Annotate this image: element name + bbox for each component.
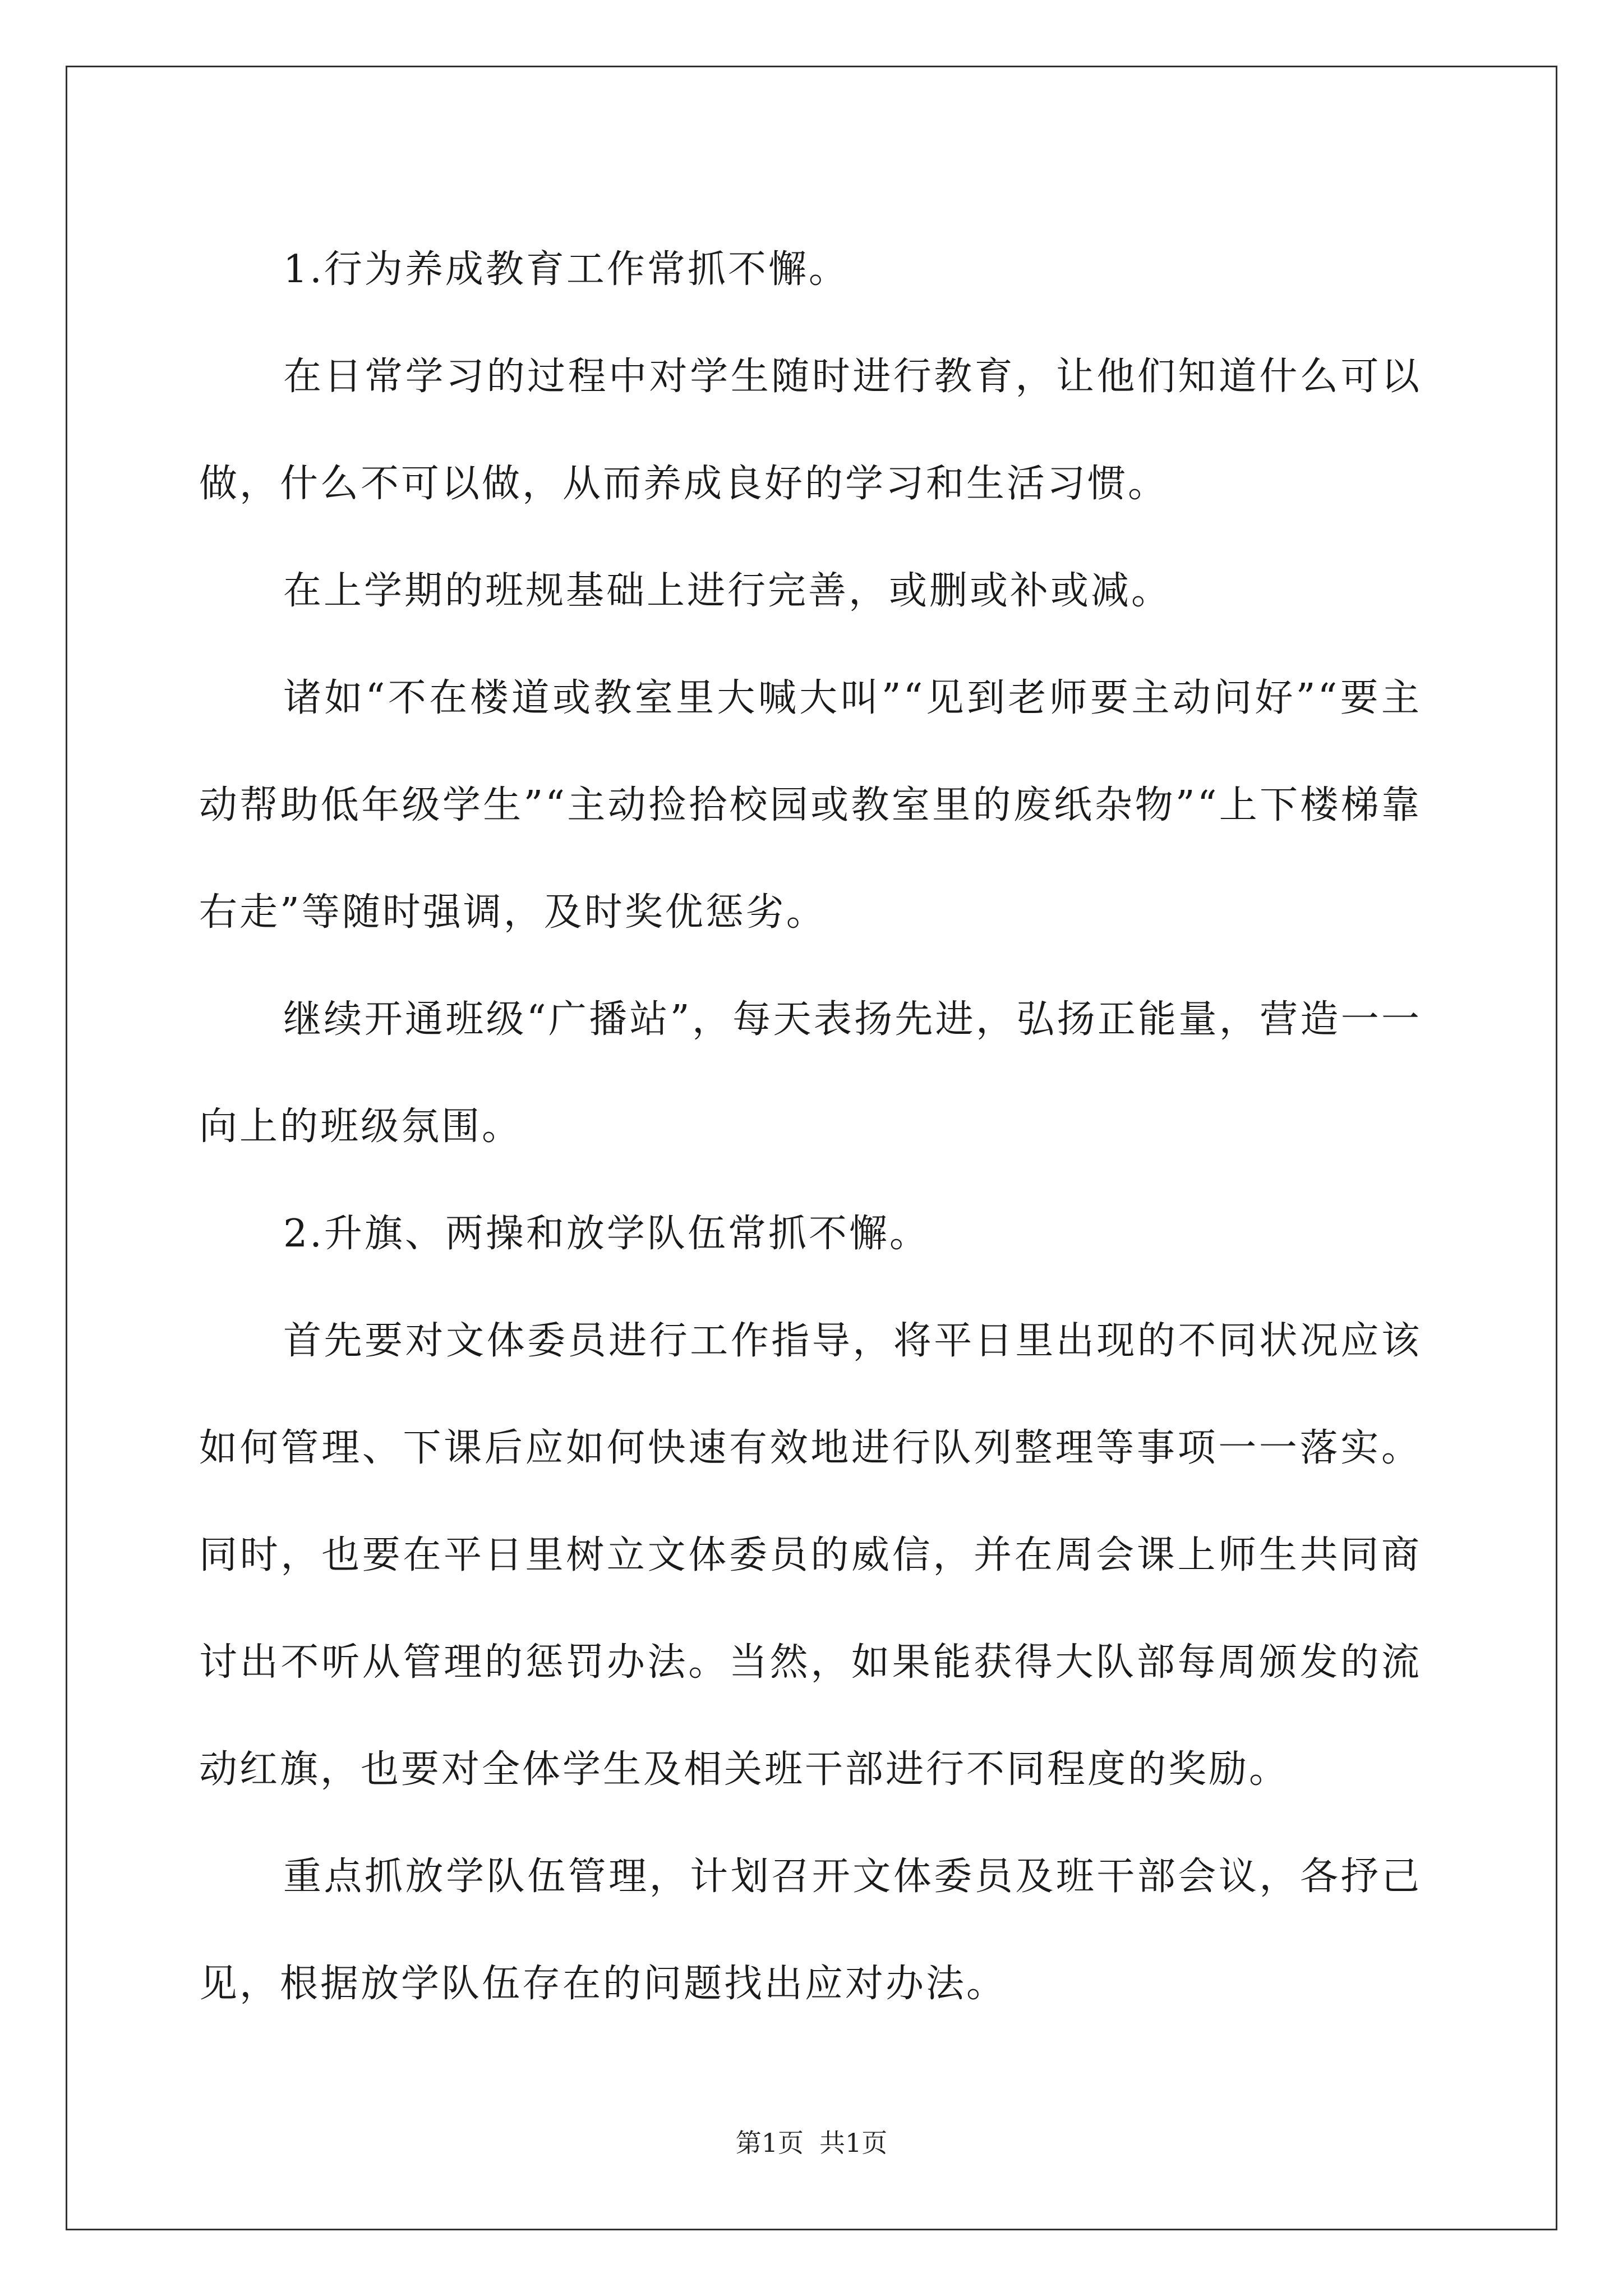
paragraph-4: 诸如“不在楼道或教室里大喊大叫”“见到老师要主动问好”“要主动帮助低年级学生”“主动捡拾校园或教室里的废纸杂物”“上下楼梯靠右走”等随时强调，及时奖优惩劣。 — [199, 676, 1422, 935]
paragraph-8: 重点抓放学队伍管理，计划召开文体委员及班干部会议，各抒己见，根据放学队伍存在的问题找出应对办法。 — [199, 1855, 1422, 2006]
paragraph-6: 2.升旗、两操和放学队伍常抓不懈。 — [283, 1212, 930, 1256]
paragraph-7: 首先要对文体委员进行工作指导，将平日里出现的不同状况应该如何管理、下课后应如何快速有效地进行队列整理等事项一一落实。同时，也要在平日里树立文体委员的威信，并在周会课上师生共同商讨出不听从管理的惩罚办法。当然，如果能获得大队部每周颁发的流动红旗，也要对全体学生及相关班干部进行不同程度的奖励。 — [199, 1319, 1422, 1792]
page-footer — [0, 2126, 1623, 2160]
paragraph-5: 继续开通班级“广播站”，每天表扬先进，弘扬正能量，营造一一向上的班级氛围。 — [199, 997, 1422, 1149]
paragraph-1: 1.行为养成教育工作常抓不懈。 — [283, 247, 849, 292]
paragraph-3: 在上学期的班规基础上进行完善，或删或补或减。 — [283, 569, 1172, 613]
page-number-current: 第1页 — [735, 2128, 804, 2158]
page-number-total: 共1页 — [819, 2128, 888, 2158]
paragraph-2: 在日常学习的过程中对学生随时进行教育，让他们知道什么可以做，什么不可以做，从而养成良好的学习和生活习惯。 — [199, 355, 1422, 506]
document-body — [199, 216, 1422, 2037]
